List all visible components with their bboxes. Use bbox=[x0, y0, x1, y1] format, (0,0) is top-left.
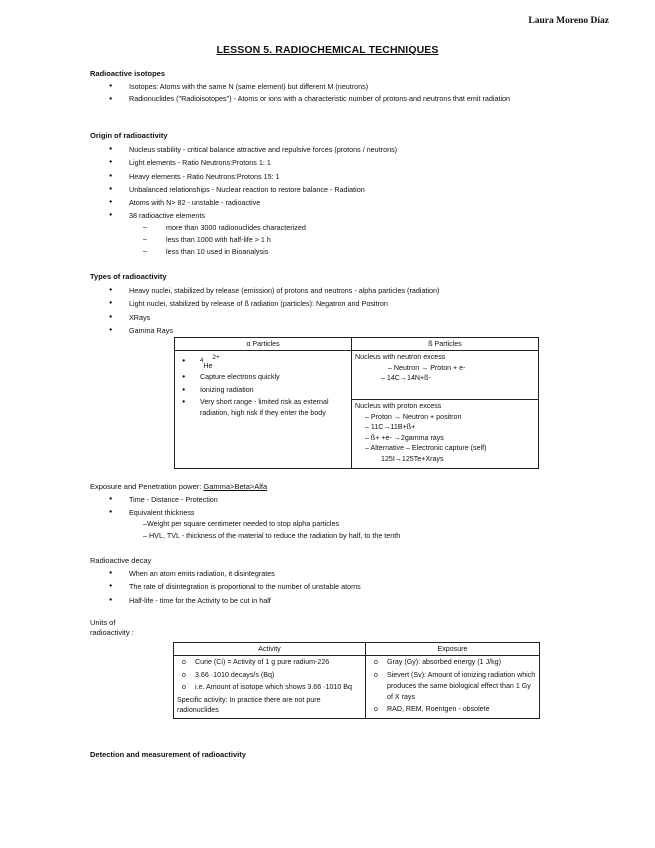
types-list bbox=[106, 284, 576, 337]
proton-excess-cell bbox=[352, 400, 539, 469]
exposure-header: Exposure bbox=[366, 643, 540, 656]
list-item: ● Unbalanced relationships - Nuclear reaction to restore balance - Radiation bbox=[106, 183, 556, 196]
exposure-item: o RAD, REM, Roentgen - obsolete bbox=[369, 704, 536, 715]
exposure-item: o Gray (Gy): absorbed energy (1 J/kg) bbox=[369, 657, 536, 668]
exposure-dash: –Weight per square centimeter needed to stop alpha particles bbox=[143, 519, 340, 528]
proton-line: – Proton → Neutron + positron bbox=[365, 412, 462, 421]
section-heading-exposure: Exposure and Penetration power: Gamma>Beta>Alfa bbox=[90, 482, 268, 491]
neutron-excess-cell bbox=[352, 351, 539, 400]
exposure-dash: – HVL, TVL - thickness of the material to reduce the radiation by half, to the tenth bbox=[143, 531, 401, 540]
exposure-item: o Sievert (Sv): Amount of ionizing radiation which produces the same biological effect than 1 Gy of X rays bbox=[369, 670, 536, 703]
sub-list-item: – more than 3000 radionuclides characterized bbox=[128, 222, 528, 234]
list-item: ● Light elements - Ratio Neutrons:Protons 1: 1 bbox=[106, 156, 556, 169]
section-heading-decay: Radioactive decay bbox=[90, 556, 152, 565]
units-table bbox=[173, 642, 540, 719]
alpha-symbol: ● $^4He^{2+}$ bbox=[178, 354, 348, 370]
alpha-cell bbox=[175, 351, 352, 469]
origin-sublist bbox=[128, 222, 528, 259]
page-title: LESSON 5. RADIOCHEMICAL TECHNIQUES bbox=[216, 44, 439, 56]
isotopes-list bbox=[106, 80, 556, 107]
list-item: ● Half-life - time for the Activity to be cut in half bbox=[106, 594, 556, 607]
activity-item: o 3.66 ·1010 decays/s (Bq) bbox=[177, 670, 362, 681]
neutron-line: – Neutron → Proton + e- bbox=[388, 363, 466, 372]
list-item: ● Atoms with N> 82 - unstable - radioactive bbox=[106, 196, 556, 209]
list-item: ● Isotopes: Atoms with the same N (same element) but different M (neutrons) bbox=[106, 80, 556, 93]
exposure-order-link: Gamma>Beta>Alfa bbox=[203, 482, 268, 491]
author-name: Laura Moreno Díaz bbox=[528, 16, 609, 26]
section-heading-units: Units of radioactivity : bbox=[90, 618, 134, 637]
list-item: ● Heavy elements - Ratio Neutrons:Protons 15: 1 bbox=[106, 170, 556, 183]
proton-line: – Alternative – Electronic capture (self) bbox=[365, 444, 487, 452]
list-item: ● Heavy nuclei, stabilized by release (emission) of protons and neutrons - alpha particles (radiation) bbox=[106, 284, 576, 297]
alpha-header: α Particles bbox=[175, 338, 352, 351]
activity-item: o i.e. Amount of isotope which shows 3.66 ·1010 Bq bbox=[177, 682, 362, 693]
list-item: ● The rate of disintegration is proportional to the number of unstable atoms bbox=[106, 580, 556, 593]
alpha-item: ● Very short range - limited risk as external radiation, high risk if they enter the body bbox=[178, 397, 348, 419]
particles-table bbox=[174, 337, 539, 469]
alpha-item: ● Ionizing radiation bbox=[178, 385, 348, 396]
neutron-excess-title: Nucleus with neutron excess bbox=[355, 353, 446, 361]
beta-header: ß Particles bbox=[352, 338, 539, 351]
activity-cell bbox=[174, 656, 366, 719]
proton-line: – ß+ +e- →2gamma rays bbox=[365, 433, 444, 442]
section-heading-isotopes: Radioactive isotopes bbox=[90, 69, 166, 78]
proton-line: 125I→125Te+Xrays bbox=[381, 454, 444, 463]
list-item: ● Time - Distance - Protection bbox=[106, 493, 556, 506]
sub-list-item: – less than 1000 with half-life > 1 h bbox=[128, 234, 528, 246]
neutron-line: – 14C→14N+ß- bbox=[381, 374, 431, 382]
decay-list bbox=[106, 567, 556, 607]
list-item: ● When an atom emits radiation, it disintegrates bbox=[106, 567, 556, 580]
list-item: ● XRays bbox=[106, 311, 576, 324]
proton-excess-title: Nucleus with proton excess bbox=[355, 402, 442, 410]
section-heading-origin: Origin of radioactivity bbox=[90, 131, 168, 140]
activity-header: Activity bbox=[174, 643, 366, 656]
section-heading-detection: Detection and measurement of radioactivity bbox=[90, 750, 246, 759]
list-item: ● Radionuclides ("Radioisotopes") - Atoms or ions with a characteristic number of protons and neutrons that emit radiation bbox=[106, 93, 556, 107]
list-item: ● Equivalent thickness bbox=[106, 506, 556, 519]
specific-activity: Specific activity: In practice there are not pure radionuclides bbox=[177, 695, 321, 715]
list-item: ● Light nuclei, stabilized by release of ß radiation (particles): Negatron and Positron bbox=[106, 297, 576, 310]
sub-list-item: – less than 10 used in Bioanalysis bbox=[128, 246, 528, 258]
exposure-list bbox=[106, 493, 556, 520]
alpha-item: ● Capture electrons quickly bbox=[178, 372, 348, 383]
section-heading-types: Types of radioactivity bbox=[90, 272, 167, 281]
activity-item: o Curie (Ci) = Activity of 1 g pure radium-226 bbox=[177, 657, 362, 668]
exposure-cell bbox=[366, 656, 540, 719]
proton-line: – 11C→11B+ß+ bbox=[365, 423, 416, 431]
list-item: ● Gamma Rays bbox=[106, 324, 576, 337]
list-item: ● 38 radioactive elements bbox=[106, 209, 556, 222]
origin-list bbox=[106, 143, 556, 223]
list-item: ● Nucleus stability - critical balance attractive and repulsive forces (protons / neutrons) bbox=[106, 143, 556, 156]
